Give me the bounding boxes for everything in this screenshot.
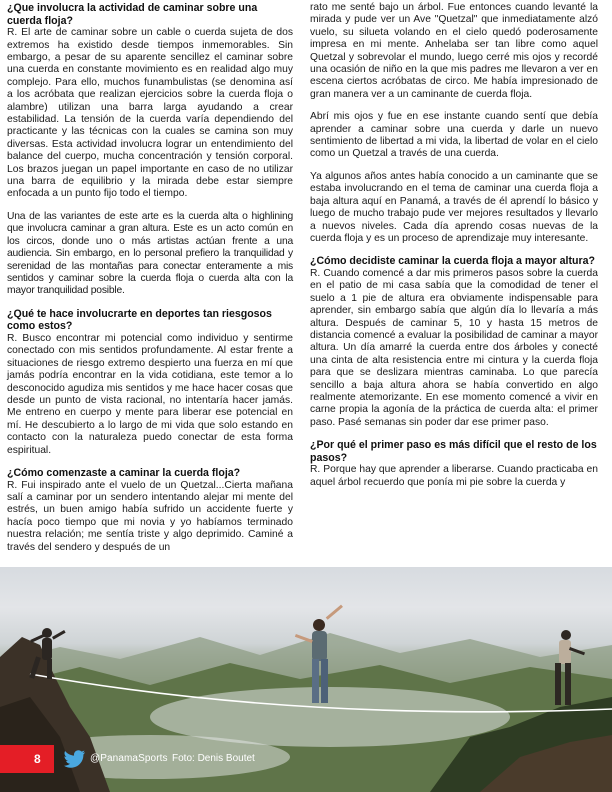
- answer-paragraph: Una de las variantes de este arte es la cuerda alta o highlining que involucra caminar a gran altura. Este es un acto común en los circos, donde uno o más artistas actúan frente a una audiencia. Sin embargo, en lo personal prefiero la tranquilidad y serenidad de las montañas para conectar enteramente a mis sentidos y caminar sobre la cuerda floja o cuerda alta con la mayor tranquilidad posible.: [7, 210, 293, 297]
- question-heading: ¿Cómo decidiste caminar la cuerda floja a mayor altura?: [310, 255, 595, 268]
- answer-paragraph: R. Fui inspirado ante el vuelo de un Quetzal...Cierta mañana salí a caminar por un sendero intentando alejar mi mente del estrés, un buen amigo había sufrido un accidente fuerte y hacía poco tiempo que mi novia y yo habíamos terminado nuestra relación; me sentía triste y algo deprimido. Caminé a través del sendero y después de un: [7, 479, 293, 553]
- page-number: 8: [34, 752, 41, 766]
- answer-paragraph: R. Busco encontrar mi potencial como individuo y sentirme conectado con mis sentidos profundamente. Al estar frente a situaciones de riesgo extremo despierto una fuerza en mí que jamás podría encontrar en la vida cotidiana, este temor a lo desconocido agudiza mis sentidos y me hace hacer cosas que desde un punto de vista racional, no intentaría hacer jamás. Me entreno en cuerpo y mente para liberar ese potencial en mí. He descubierto a lo largo de mi vida que solo estando en contacto con la naturaleza puedo conectar de esta forma espiritual.: [7, 332, 293, 456]
- twitter-bird-icon: [64, 749, 86, 769]
- question-heading: ¿Por qué el primer paso es más difícil que el resto de los pasos?: [310, 439, 597, 464]
- twitter-handle: @PanamaSports: [90, 753, 168, 764]
- answer-paragraph: Ya algunos años antes había conocido a un caminante que se estaba involucrando en el tema de caminar una cuerda floja a baja altura aquí en Panamá, a través de él aprendí lo básico y luego de mucho trabajo pude ver mejores resultados y llevarlo a nuevos niveles. Cada día aprendo cosas nuevas de la cuerda floja y es un proceso de aprendizaje muy interesante.: [310, 170, 598, 244]
- photo-credit: Foto: Denis Boutet: [172, 753, 255, 764]
- question-heading: ¿Cómo comenzaste a caminar la cuerda floja?: [7, 466, 241, 479]
- question-heading: ¿Qué te hace involucrarte en deportes tan riesgosos como estos?: [7, 307, 272, 333]
- page-number-badge: [0, 745, 54, 773]
- answer-paragraph: rato me senté bajo un árbol. Fue entonces cuando levanté la mirada y pude ver un Ave "Quetzal" que inmediatamente alzó vuelo, su silueta volando en el cielo quedó poderosamente impresa en mi mente. Anhelaba ser tan libre como aquel Quetzal y sobrevolar el mundo, luego cerré mis ojos y recordé una ocasión de niño en la que mis padres me llevaron a ver en escena ciertos acróbatas de circo. Me había impresionado de gran manera ver a un caminante de cuerda floja.: [310, 2, 598, 100]
- answer-paragraph: R. Porque hay que aprender a liberarse. Cuando practicaba en aquel árbol recuerdo que ponía mi pie sobre la cuerda y: [310, 464, 598, 488]
- answer-paragraph: R. Cuando comencé a dar mis primeros pasos sobre la cuerda en el patio de mi casa sabía que la comodidad de tener el suelo a 1 pie de altura era obviamente indispensable para aprender, sin embargo sabía que algún día lo llevaría a más altura. Después de caminar 5, 10 y hasta 15 metros de distancia comencé a evaluar la posibilidad de caminar a mayor altura. Un día amarré la cuerda entre dos árboles y conecté una cinta de alta resistencia entre mi cintura y la cuerda floja para que se deslizara mientras caminaba. Lo que parecía sencillo a baja altura ahora se había convertido en algo realmente atemorizante. En ese momento comencé a vivir en carne propia la agonía de la práctica de cuerda alta: el primer paso. Pasé semanas sin poder dar ese primer paso.: [310, 267, 598, 428]
- answer-paragraph: Abrí mis ojos y fue en ese instante cuando sentí que debía aprender a caminar sobre una cuerda y darle un nuevo sentimiento de libertad a mi vida, la libertad de volar en el cielo como un Quetzal a través de una cuerda.: [310, 111, 598, 160]
- page-footer: [0, 745, 612, 773]
- left-column: [7, 2, 293, 554]
- answer-paragraph: R. El arte de caminar sobre un cable o cuerda sujeta de dos extremos ha existido desde tiempos inmemorables. Sin embargo, a pesar de su aparente sencillez el caminar sobre una cuerda en constante movimiento es en realidad algo muy complejo. Para ello, muchos funambulistas (se denomina así a los acróbata que realizan ejercicios sobre la cuerda floja o alambre) utilizan una barra larga ayudando a crear estabilidad. La tensión de la cuerda varía dependiendo del practicante y las técnicas con la cuales se camina son muy diversas. Esta actividad involucra lograr un entendimiento del balance del cuerpo, mucha concentración y tensión corporal. Los brazos juegan un papel importante en caso de no utilizar una barra de equilibrio y la mirada debe estar siempre enfocada a un punto fijo todo el tiempo.: [7, 27, 293, 200]
- right-column: [310, 2, 598, 489]
- question-heading: ¿Que involucra la actividad de caminar sobre una cuerda floja?: [7, 2, 258, 27]
